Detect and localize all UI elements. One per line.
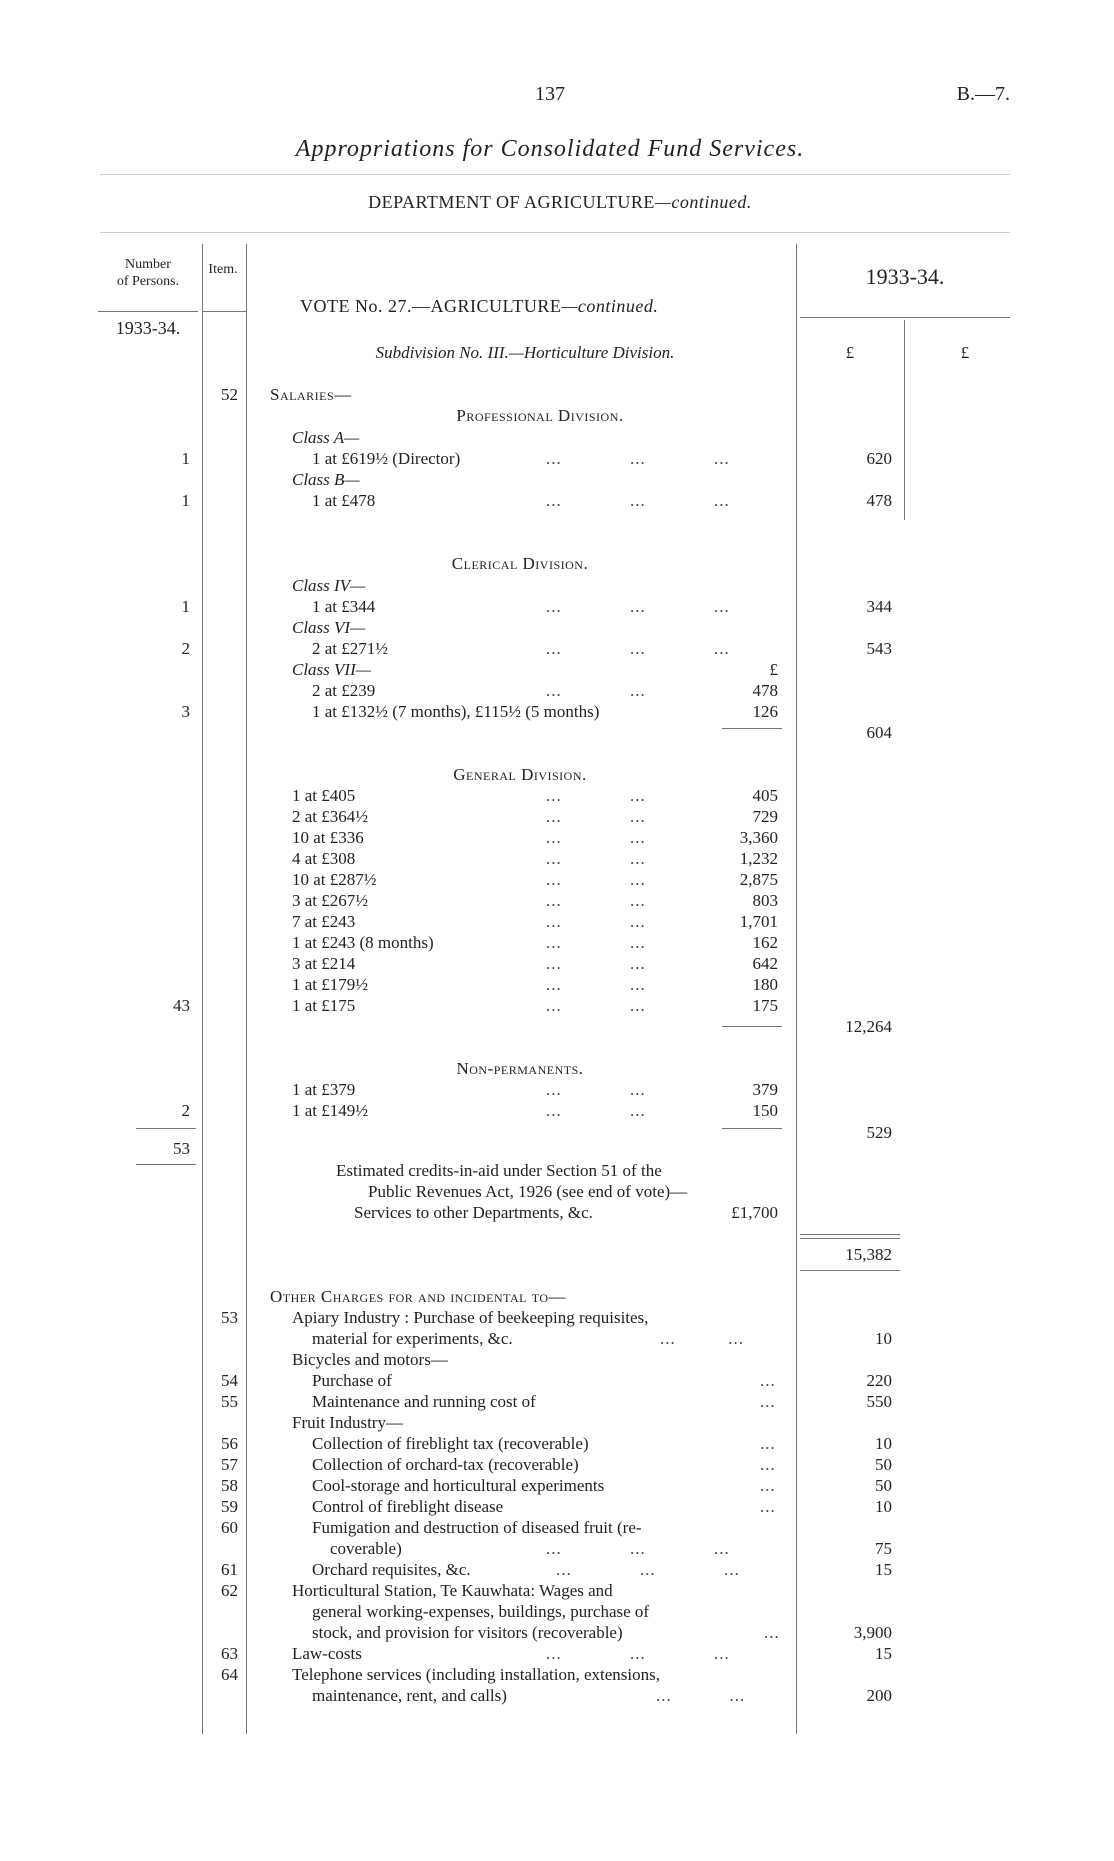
sub-amount: 126 xyxy=(752,702,778,721)
salary-line-label: 1 at £175 xyxy=(292,996,356,1015)
charge-row xyxy=(200,1370,900,1391)
class-vii-label: Class VII— xyxy=(292,660,371,679)
charge-row xyxy=(200,1454,900,1475)
total-rule-top xyxy=(800,1234,900,1235)
salaries-grand-total: 15,382 xyxy=(845,1245,892,1264)
sub-amount: 729 xyxy=(752,807,778,826)
year-header: 1933-34. xyxy=(865,264,945,289)
non-permanent-row xyxy=(292,1100,782,1121)
item-number: 64 xyxy=(221,1665,238,1684)
fruit-rows xyxy=(200,1433,900,1517)
credits-line-1: Estimated credits-in-aid under Section 51 of the xyxy=(336,1161,662,1180)
credits-line-2: Public Revenues Act, 1926 (see end of vote)— xyxy=(368,1182,688,1201)
persons-total: 53 xyxy=(173,1139,190,1158)
charge-amount: 3,900 xyxy=(853,1623,892,1642)
clerical-total: 604 xyxy=(866,723,892,742)
salary-amount: 478 xyxy=(866,491,892,510)
subtotal-rule xyxy=(722,728,782,729)
salary-line-label: 1 at £243 (8 months) xyxy=(292,933,434,952)
charge-amount: 15 xyxy=(875,1560,892,1579)
general-row xyxy=(292,995,782,1016)
persons-count: 1 xyxy=(181,491,190,510)
non-permanent-rows xyxy=(292,1079,782,1121)
charge-label: Collection of fireblight tax (recoverable) xyxy=(312,1434,589,1453)
salary-line-label: 2 at £364½ xyxy=(292,807,369,826)
leader-dots: ... ... xyxy=(546,786,646,805)
subtotal-rule xyxy=(722,1128,782,1129)
persons-count: 1 xyxy=(181,597,190,616)
charge-amount: 10 xyxy=(875,1329,892,1348)
item-number: 57 xyxy=(221,1455,238,1474)
fumigation-line-2: coverable) xyxy=(330,1539,402,1558)
charge-amount: 10 xyxy=(875,1434,892,1453)
leader-dots: ... xyxy=(760,1434,776,1453)
general-row xyxy=(292,890,782,911)
leader-dots: ... ... xyxy=(546,996,646,1015)
salary-line-label: 1 at £478 xyxy=(312,491,376,510)
leader-dots: ... ... xyxy=(546,933,646,952)
leader-dots: ... xyxy=(760,1476,776,1495)
leader-dots: ... ... xyxy=(660,1329,744,1348)
bicycles-rows xyxy=(200,1370,900,1412)
salary-line-label: 1 at £619½ (Director) xyxy=(312,449,461,468)
vote-title-main: VOTE No. 27.—AGRICULTURE xyxy=(300,296,562,316)
salaries-heading: Salaries— xyxy=(270,385,352,404)
charge-amount: 75 xyxy=(875,1539,892,1558)
leader-dots: ... ... xyxy=(656,1686,746,1705)
persons-total-rule-bottom xyxy=(136,1164,196,1165)
station-line-1: Horticultural Station, Te Kauwhata: Wages and xyxy=(292,1581,613,1600)
station-line-2: general working-expenses, buildings, purchase of xyxy=(312,1602,650,1621)
department-name: DEPARTMENT OF AGRICULTURE xyxy=(368,192,655,212)
salary-line-label: 7 at £243 xyxy=(292,912,356,931)
charge-label: Control of fireblight disease xyxy=(312,1497,504,1516)
leader-dots: ... ... xyxy=(546,681,646,700)
total-rule-bottom xyxy=(800,1270,900,1271)
item-number: 61 xyxy=(221,1560,238,1579)
sub-amount: 478 xyxy=(752,681,778,700)
sub-amount: 2,875 xyxy=(739,870,778,889)
station-line-3: stock, and provision for visitors (recoverable) xyxy=(312,1623,623,1642)
law-label: Law-costs xyxy=(292,1644,362,1663)
persons-year: 1933-34. xyxy=(115,318,181,338)
charge-label: Maintenance and running cost of xyxy=(312,1392,536,1411)
department-heading xyxy=(220,192,900,213)
general-row xyxy=(292,848,782,869)
persons-header xyxy=(98,256,198,290)
class-b-label: Class B— xyxy=(292,470,360,489)
leader-dots: ... ... xyxy=(546,891,646,910)
persons-header-line2: of Persons. xyxy=(116,274,180,289)
item-number: 56 xyxy=(221,1434,238,1453)
item-number: 55 xyxy=(221,1392,238,1411)
charge-label: Collection of orchard-tax (recoverable) xyxy=(312,1455,579,1474)
orchard-label: Orchard requisites, &c. xyxy=(312,1560,471,1579)
charge-amount: 50 xyxy=(875,1476,892,1495)
item-number: 54 xyxy=(221,1371,238,1390)
sub-amount: 379 xyxy=(752,1080,778,1099)
persons-count: 3 xyxy=(181,702,190,721)
sub-amount: 803 xyxy=(752,891,778,910)
leader-dots: ... ... ... xyxy=(546,1644,730,1663)
salary-line-label: 1 at £405 xyxy=(292,786,356,805)
credits-line-3-label: Services to other Departments, &c. xyxy=(354,1203,593,1222)
leader-dots: ... ... xyxy=(546,828,646,847)
professional-heading: Professional Division. xyxy=(456,406,624,425)
leader-dots: ... ... xyxy=(546,975,646,994)
leader-dots: ... xyxy=(760,1497,776,1516)
sub-amount: 180 xyxy=(752,975,778,994)
leader-dots: ... ... xyxy=(546,912,646,931)
pound-column-rule xyxy=(904,320,905,520)
charge-label: Purchase of xyxy=(312,1371,392,1390)
salary-line-label: 1 at £344 xyxy=(312,597,376,616)
telephone-line-1: Telephone services (including installation, extensions, xyxy=(292,1665,660,1684)
leader-dots: ... ... ... xyxy=(546,449,730,468)
bicycles-heading: Bicycles and motors— xyxy=(292,1350,448,1369)
item-header: Item. xyxy=(208,262,238,277)
vote-title-suffix: —continued. xyxy=(561,296,659,316)
sub-amount: 162 xyxy=(752,933,778,952)
charge-amount: 10 xyxy=(875,1497,892,1516)
charge-row xyxy=(200,1433,900,1454)
telephone-line-2: maintenance, rent, and calls) xyxy=(312,1686,507,1705)
salary-line-label: 1 at £179½ xyxy=(292,975,369,994)
leader-dots: ... xyxy=(764,1623,780,1642)
general-row xyxy=(292,806,782,827)
leader-dots: ... xyxy=(760,1371,776,1390)
persons-count: 2 xyxy=(181,1101,190,1120)
vote-title xyxy=(300,296,658,317)
department-suffix: —continued. xyxy=(654,192,752,212)
salary-line-label: 1 at £149½ xyxy=(292,1101,369,1120)
item-number: 58 xyxy=(221,1476,238,1495)
salary-line-label: 4 at £308 xyxy=(292,849,356,868)
general-row xyxy=(292,932,782,953)
sub-amount: 175 xyxy=(752,996,778,1015)
general-total: 12,264 xyxy=(845,1017,892,1036)
item-number: 59 xyxy=(221,1497,238,1516)
leader-dots: ... ... ... xyxy=(546,639,730,658)
general-row xyxy=(292,869,782,890)
leader-dots: ... ... xyxy=(546,849,646,868)
salaries-item: 52 xyxy=(221,385,238,404)
page-number: 137 xyxy=(535,83,565,105)
charge-amount: 550 xyxy=(866,1392,892,1411)
salary-amount: 344 xyxy=(866,597,892,616)
non-permanents-total: 529 xyxy=(866,1123,892,1142)
persons-total-rule xyxy=(136,1128,196,1129)
persons-header-line1: Number xyxy=(125,257,171,272)
leader-dots: ... xyxy=(760,1455,776,1474)
charge-label: Cool-storage and horticultural experiments xyxy=(312,1476,605,1495)
credits-amount: £1,700 xyxy=(731,1203,778,1222)
leader-dots: ... ... ... xyxy=(546,1539,730,1558)
salary-line-label: 10 at £287½ xyxy=(292,870,377,889)
leader-dots: ... ... xyxy=(546,807,646,826)
currency-column-2: £ xyxy=(960,343,970,362)
class-a-label: Class A— xyxy=(292,428,360,447)
general-row xyxy=(292,827,782,848)
leader-dots: ... ... xyxy=(546,1101,646,1120)
persons-header-rule xyxy=(98,311,198,312)
sub-amount: 150 xyxy=(752,1101,778,1120)
persons-count: 1 xyxy=(181,449,190,468)
item-number: 53 xyxy=(221,1308,238,1327)
apiary-line-1: Apiary Industry : Purchase of beekeeping requisites, xyxy=(292,1308,649,1327)
class-vi-label: Class VI— xyxy=(292,618,366,637)
charge-amount: 50 xyxy=(875,1455,892,1474)
leader-dots: ... ... xyxy=(546,870,646,889)
class-iv-label: Class IV— xyxy=(292,576,366,595)
leader-dots: ... xyxy=(760,1392,776,1411)
general-rows xyxy=(292,785,782,1016)
general-row xyxy=(292,974,782,995)
page-title: Appropriations for Consolidated Fund Services. xyxy=(295,136,805,162)
header-rule xyxy=(100,174,1010,175)
charge-amount: 220 xyxy=(866,1371,892,1390)
item-header-rule xyxy=(202,311,246,312)
salary-line-label: 10 at £336 xyxy=(292,828,364,847)
salary-amount: 620 xyxy=(866,449,892,468)
charge-amount: 15 xyxy=(875,1644,892,1663)
salary-line-label: 1 at £132½ (7 months), £115½ (5 months) xyxy=(312,702,600,721)
salary-line-label: 2 at £271½ xyxy=(312,639,389,658)
sub-column-pound: £ xyxy=(769,660,778,679)
item-number: 60 xyxy=(221,1518,238,1537)
fruit-heading: Fruit Industry— xyxy=(292,1413,403,1432)
general-row xyxy=(292,911,782,932)
leader-dots: ... ... xyxy=(546,954,646,973)
general-row xyxy=(292,785,782,806)
persons-count: 43 xyxy=(173,996,190,1015)
general-heading: General Division. xyxy=(453,765,587,784)
charge-row xyxy=(200,1391,900,1412)
salary-line-label: 3 at £267½ xyxy=(292,891,369,910)
sub-amount: 405 xyxy=(752,786,778,805)
subtotal-rule xyxy=(722,1026,782,1027)
leader-dots: ... ... xyxy=(546,1080,646,1099)
sub-amount: 3,360 xyxy=(739,828,778,847)
salary-amount: 543 xyxy=(866,639,892,658)
year-header-rule xyxy=(800,317,1010,318)
item-number: 62 xyxy=(221,1581,238,1600)
salary-line-label: 3 at £214 xyxy=(292,954,356,973)
department-rule xyxy=(100,232,1010,233)
salary-line-label: 1 at £379 xyxy=(292,1080,356,1099)
leader-dots: ... ... ... xyxy=(556,1560,740,1579)
sub-amount: 1,701 xyxy=(739,912,778,931)
non-permanent-row xyxy=(292,1079,782,1100)
currency-column-1: £ xyxy=(845,343,855,362)
sub-amount: 642 xyxy=(752,954,778,973)
total-rule-top-double xyxy=(800,1238,900,1239)
charge-row xyxy=(200,1496,900,1517)
clerical-heading: Clerical Division. xyxy=(451,554,589,573)
charge-row xyxy=(200,1475,900,1496)
item-number: 63 xyxy=(221,1644,238,1663)
charge-amount: 200 xyxy=(866,1686,892,1705)
persons-count: 2 xyxy=(181,639,190,658)
document-code: B.—7. xyxy=(956,83,1010,105)
leader-dots: ... ... ... xyxy=(546,597,730,616)
subdivision-title: Subdivision No. III.—Horticulture Division. xyxy=(375,343,675,362)
other-charges-heading: Other Charges for and incidental to— xyxy=(270,1287,567,1306)
apiary-line-2: material for experiments, &c. xyxy=(312,1329,513,1348)
fumigation-line-1: Fumigation and destruction of diseased fruit (re- xyxy=(312,1518,642,1537)
sub-amount: 1,232 xyxy=(739,849,778,868)
salary-line-label: 2 at £239 xyxy=(312,681,376,700)
general-row xyxy=(292,953,782,974)
non-permanents-heading: Non-permanents. xyxy=(456,1059,584,1078)
leader-dots: ... ... ... xyxy=(546,491,730,510)
